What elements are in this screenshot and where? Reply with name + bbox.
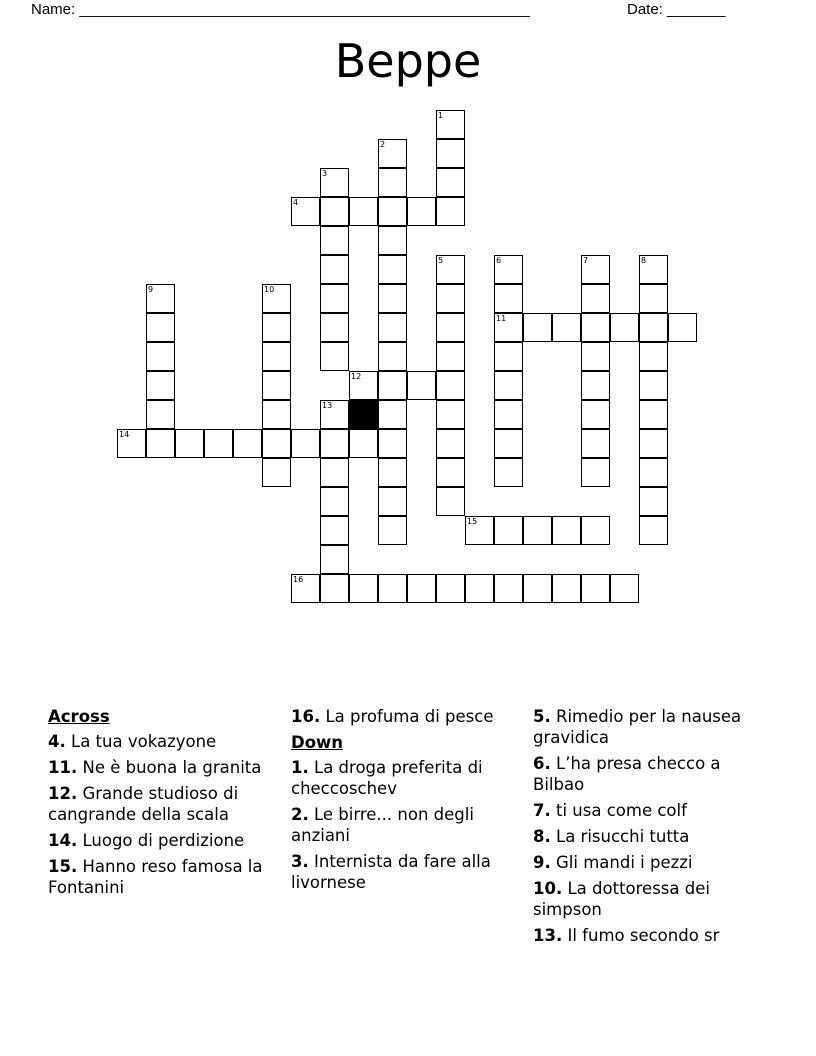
- black-cell: [349, 400, 378, 429]
- grid-cell[interactable]: [436, 371, 465, 400]
- grid-cell[interactable]: [146, 313, 175, 342]
- across-heading: Across: [48, 707, 110, 726]
- grid-cell[interactable]: [436, 458, 465, 487]
- grid-cell[interactable]: [407, 371, 436, 400]
- grid-cell[interactable]: [639, 516, 668, 545]
- grid-cell[interactable]: [146, 342, 175, 371]
- grid-cell[interactable]: [320, 342, 349, 371]
- grid-cell[interactable]: [378, 400, 407, 429]
- clue-across-11: 11. Ne è buona la granita: [48, 758, 262, 777]
- grid-cell[interactable]: [146, 429, 175, 458]
- clue-across-15: 15. Hanno reso famosa la Fontanini: [48, 857, 263, 897]
- grid-cell[interactable]: [668, 313, 697, 342]
- grid-cell[interactable]: [262, 371, 291, 400]
- grid-cell[interactable]: [320, 197, 349, 226]
- grid-cell[interactable]: [262, 429, 291, 458]
- grid-cell[interactable]: [378, 139, 407, 168]
- grid-cell[interactable]: [262, 313, 291, 342]
- grid-cell[interactable]: [639, 458, 668, 487]
- grid-cell[interactable]: [436, 429, 465, 458]
- date-field-label: Date: _______: [627, 1, 726, 18]
- cell-number: 10: [264, 285, 275, 294]
- clue-down-13: 13. Il fumo secondo sr: [533, 926, 720, 945]
- grid-cell[interactable]: [465, 516, 494, 545]
- grid-cell[interactable]: [639, 371, 668, 400]
- grid-cell[interactable]: [581, 371, 610, 400]
- cell-number: 11: [496, 314, 507, 323]
- grid-cell[interactable]: [378, 197, 407, 226]
- grid-cell[interactable]: [436, 168, 465, 197]
- puzzle-title: Beppe: [334, 34, 482, 88]
- clue-down-10: 10. La dottoressa dei simpson: [533, 879, 710, 919]
- grid-cell[interactable]: [378, 371, 407, 400]
- grid-cell[interactable]: [349, 371, 378, 400]
- grid-cell[interactable]: [407, 197, 436, 226]
- grid-cell[interactable]: [436, 574, 465, 603]
- name-field-label: Name: ______________________________________________________: [31, 1, 530, 18]
- grid-cell[interactable]: [494, 342, 523, 371]
- cell-number: 16: [293, 575, 304, 584]
- clue-down-6: 6. L’ha presa checco a Bilbao: [533, 754, 721, 794]
- grid-cell[interactable]: [320, 313, 349, 342]
- clue-down-1: 1. La droga preferita di checcoschev: [291, 758, 483, 798]
- grid-cell[interactable]: [378, 284, 407, 313]
- grid-cell[interactable]: [291, 429, 320, 458]
- grid-cell[interactable]: [552, 574, 581, 603]
- cell-number: 12: [351, 372, 362, 381]
- grid-cell[interactable]: [494, 371, 523, 400]
- down-heading: Down: [291, 733, 344, 752]
- grid-cell[interactable]: [581, 458, 610, 487]
- grid-cell[interactable]: [378, 313, 407, 342]
- grid-cell[interactable]: [436, 139, 465, 168]
- grid-cell[interactable]: [146, 371, 175, 400]
- grid-cell[interactable]: [610, 574, 639, 603]
- grid-cell[interactable]: [320, 458, 349, 487]
- clue-across-4: 4. La tua vokazyone: [48, 732, 217, 751]
- cell-number: 9: [148, 285, 154, 294]
- grid-cell[interactable]: [494, 574, 523, 603]
- grid-cell[interactable]: [262, 284, 291, 313]
- grid-cell[interactable]: [378, 574, 407, 603]
- grid-cell[interactable]: [320, 168, 349, 197]
- grid-cell[interactable]: [581, 516, 610, 545]
- grid-cell[interactable]: [320, 545, 349, 574]
- grid-cell[interactable]: [436, 110, 465, 139]
- clue-down-3: 3. Internista da fare alla livornese: [291, 852, 491, 892]
- grid-cell[interactable]: [436, 284, 465, 313]
- cell-number: 2: [380, 140, 386, 149]
- grid-cell[interactable]: [523, 574, 552, 603]
- grid-cell[interactable]: [378, 487, 407, 516]
- grid-cell[interactable]: [320, 226, 349, 255]
- clue-down-8: 8. La risucchi tutta: [533, 827, 690, 846]
- cell-number: 3: [322, 169, 328, 178]
- clue-across-12: 12. Grande studioso di cangrande della scala: [48, 784, 239, 824]
- grid-cell[interactable]: [146, 284, 175, 313]
- grid-cell[interactable]: [552, 516, 581, 545]
- grid-cell[interactable]: [552, 313, 581, 342]
- grid-cell[interactable]: [320, 574, 349, 603]
- grid-cell[interactable]: [639, 284, 668, 313]
- grid-cell[interactable]: [291, 574, 320, 603]
- grid-cell[interactable]: [378, 226, 407, 255]
- grid-cell[interactable]: [639, 400, 668, 429]
- grid-cell[interactable]: [639, 313, 668, 342]
- grid-cell[interactable]: [320, 516, 349, 545]
- grid-cell[interactable]: [610, 313, 639, 342]
- grid-cell[interactable]: [494, 284, 523, 313]
- grid-cell[interactable]: [320, 255, 349, 284]
- grid-cell[interactable]: [436, 342, 465, 371]
- grid-cell[interactable]: [436, 197, 465, 226]
- grid-cell[interactable]: [320, 284, 349, 313]
- cell-number: 5: [438, 256, 444, 265]
- clue-across-14: 14. Luogo di perdizione: [48, 831, 245, 850]
- grid-cell[interactable]: [117, 429, 146, 458]
- grid-cell[interactable]: [146, 400, 175, 429]
- grid-cell[interactable]: [494, 255, 523, 284]
- grid-cell[interactable]: [320, 487, 349, 516]
- grid-cell[interactable]: [494, 516, 523, 545]
- grid-cell[interactable]: [349, 429, 378, 458]
- grid-cell[interactable]: [262, 400, 291, 429]
- grid-cell[interactable]: [320, 429, 349, 458]
- grid-cell[interactable]: [639, 487, 668, 516]
- grid-cell[interactable]: [494, 313, 523, 342]
- grid-cell[interactable]: [581, 429, 610, 458]
- grid-cell[interactable]: [581, 342, 610, 371]
- grid-cell[interactable]: [523, 516, 552, 545]
- grid-cell[interactable]: [378, 168, 407, 197]
- grid-cell[interactable]: [204, 429, 233, 458]
- grid-cell[interactable]: [523, 313, 552, 342]
- grid-cell[interactable]: [639, 429, 668, 458]
- clues-column-3: [533, 703, 771, 951]
- grid-cell[interactable]: [581, 574, 610, 603]
- grid-cell[interactable]: [349, 574, 378, 603]
- grid-cell[interactable]: [233, 429, 262, 458]
- grid-cell[interactable]: [581, 284, 610, 313]
- grid-cell[interactable]: [378, 516, 407, 545]
- cell-number: 7: [583, 256, 589, 265]
- grid-cell[interactable]: [436, 487, 465, 516]
- clue-across-16: 16. La profuma di pesce: [291, 707, 494, 726]
- grid-cell[interactable]: [494, 400, 523, 429]
- grid-cell[interactable]: [378, 255, 407, 284]
- grid-cell[interactable]: [581, 400, 610, 429]
- grid-cell[interactable]: [349, 197, 378, 226]
- clues-column-2: [291, 703, 529, 898]
- grid-cell[interactable]: [291, 197, 320, 226]
- cell-number: 8: [641, 256, 647, 265]
- cell-number: 13: [322, 401, 333, 410]
- grid-cell[interactable]: [494, 429, 523, 458]
- grid-cell[interactable]: [320, 400, 349, 429]
- grid-cell[interactable]: [378, 429, 407, 458]
- cell-number: 1: [438, 111, 444, 120]
- grid-cell[interactable]: [639, 255, 668, 284]
- grid-cell[interactable]: [436, 313, 465, 342]
- clue-down-9: 9. Gli mandi i pezzi: [533, 853, 693, 872]
- grid-cell[interactable]: [262, 458, 291, 487]
- grid-cell[interactable]: [436, 400, 465, 429]
- grid-cell[interactable]: [378, 342, 407, 371]
- cell-number: 4: [293, 198, 299, 207]
- cell-number: 6: [496, 256, 502, 265]
- grid-cell[interactable]: [378, 458, 407, 487]
- clues-column-1: [48, 703, 286, 903]
- grid-cell[interactable]: [581, 313, 610, 342]
- clue-down-7: 7. ti usa come colf: [533, 801, 687, 820]
- grid-cell[interactable]: [175, 429, 204, 458]
- cell-number: 15: [467, 517, 478, 526]
- grid-cell[interactable]: [639, 342, 668, 371]
- clue-down-2: 2. Le birre... non degli anziani: [291, 805, 474, 845]
- grid-cell[interactable]: [436, 255, 465, 284]
- grid-cell[interactable]: [465, 574, 494, 603]
- clue-down-5: 5. Rimedio per la nausea gravidica: [533, 707, 742, 747]
- grid-cell[interactable]: [262, 342, 291, 371]
- cell-number: 14: [119, 430, 130, 439]
- grid-cell[interactable]: [494, 458, 523, 487]
- grid-cell[interactable]: [407, 574, 436, 603]
- grid-cell[interactable]: [581, 255, 610, 284]
